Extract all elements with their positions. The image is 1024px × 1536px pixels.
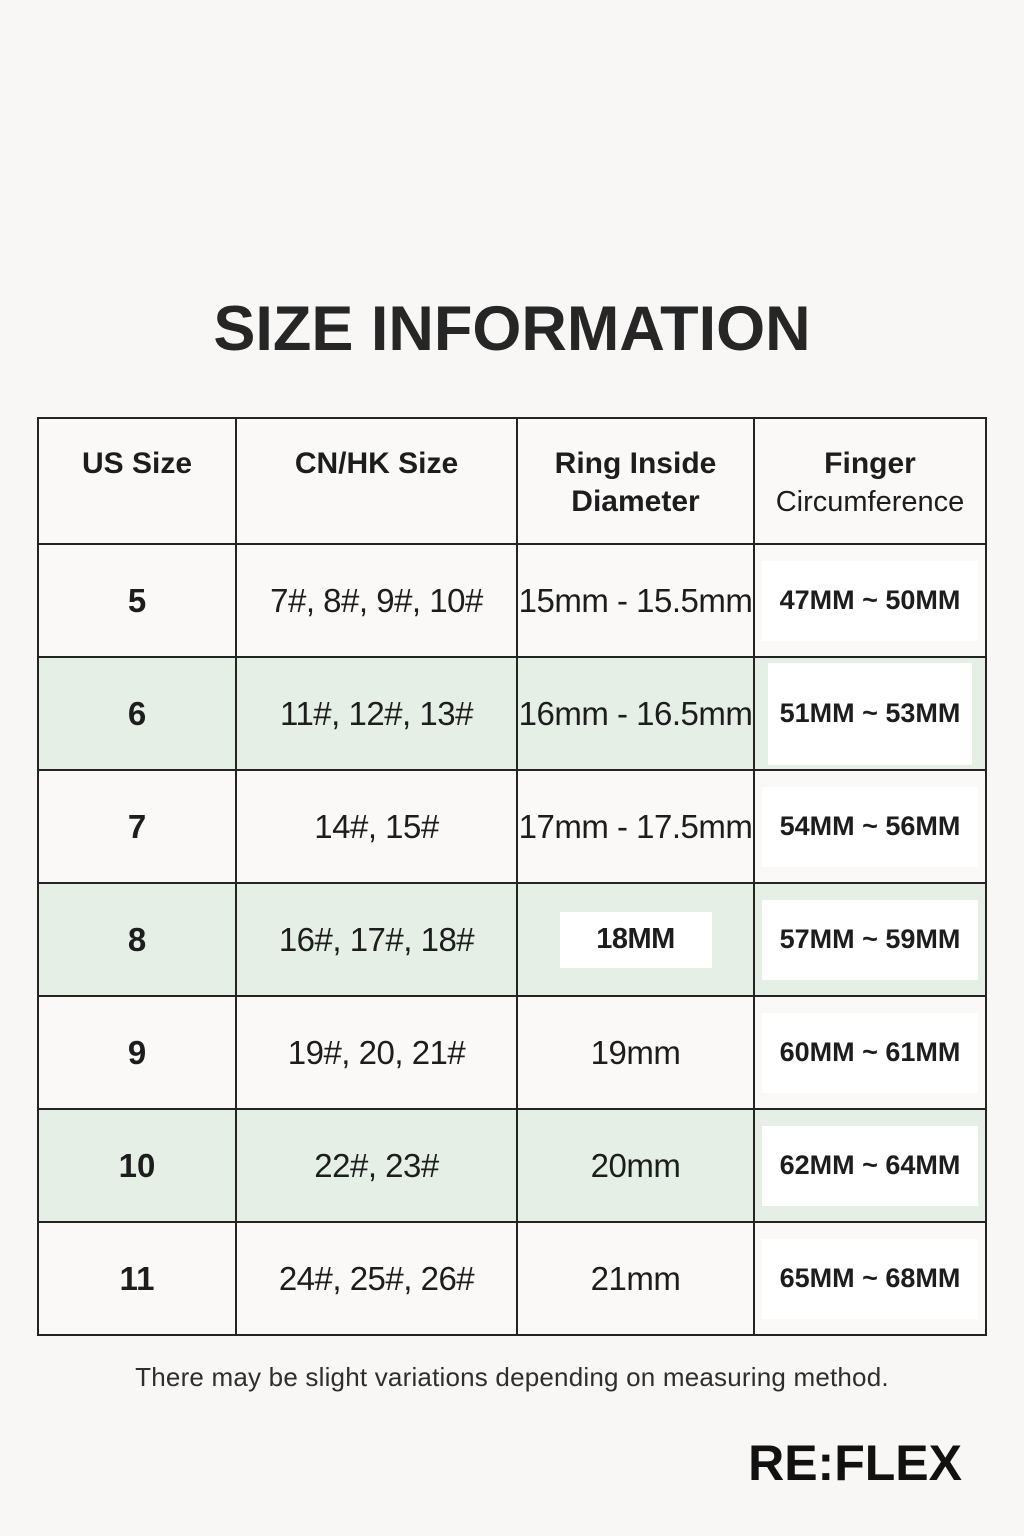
page-title: SIZE INFORMATION — [213, 294, 811, 364]
cell-finger-circumference — [754, 544, 986, 657]
cell-finger-circumference — [754, 770, 986, 883]
white-patch: 54MM ~ 56MM — [762, 787, 978, 867]
header-label-diameter: Diameter — [571, 485, 700, 518]
white-patch: 57MM ~ 59MM — [762, 900, 978, 980]
cell-us-size: 11 — [38, 1222, 236, 1335]
size-table — [37, 417, 987, 1336]
cell-cn-hk-size: 7#, 8#, 9#, 10# — [236, 544, 517, 657]
table-row — [38, 1222, 986, 1335]
footnote: There may be slight variations depending on measuring method. — [135, 1362, 889, 1392]
cell-ring-inside-diameter: 20mm — [517, 1109, 754, 1222]
cell-finger-circumference — [754, 657, 986, 770]
cell-ring-inside-diameter: 19mm — [517, 996, 754, 1109]
cell-finger-circumference — [754, 996, 986, 1109]
cell-ring-inside-diameter: 16mm - 16.5mm — [517, 657, 754, 770]
header-cell-us-size — [38, 418, 236, 544]
white-patch: 18MM — [560, 912, 712, 968]
table-row — [38, 544, 986, 657]
cell-us-size: 7 — [38, 770, 236, 883]
table-row — [38, 657, 986, 770]
cell-us-size: 10 — [38, 1109, 236, 1222]
header-label-finger: Finger — [824, 447, 916, 480]
header-row — [38, 418, 986, 544]
cell-cn-hk-size: 22#, 23# — [236, 1109, 517, 1222]
cell-cn-hk-size: 11#, 12#, 13# — [236, 657, 517, 770]
white-patch: 62MM ~ 64MM — [762, 1126, 978, 1206]
cell-cn-hk-size: 16#, 17#, 18# — [236, 883, 517, 996]
cell-us-size: 8 — [38, 883, 236, 996]
cell-ring-inside-diameter: 21mm — [517, 1222, 754, 1335]
table-row — [38, 996, 986, 1109]
header-label-circumference: Circumference — [775, 486, 965, 518]
header-label-cn-hk-size: CN/HK Size — [294, 447, 459, 480]
header-label-us-size: US Size — [81, 447, 193, 480]
cell-ring-inside-diameter — [517, 883, 754, 996]
cell-cn-hk-size: 19#, 20, 21# — [236, 996, 517, 1109]
header-label-ring-inside: Ring Inside — [554, 447, 717, 480]
table-row — [38, 883, 986, 996]
header-cell-ring-inside-diameter — [517, 418, 754, 544]
cell-ring-inside-diameter: 17mm - 17.5mm — [517, 770, 754, 883]
cell-us-size: 9 — [38, 996, 236, 1109]
header-cell-finger-circumference — [754, 418, 986, 544]
cell-finger-circumference — [754, 1109, 986, 1222]
white-patch: 51MM ~ 53MM — [768, 663, 972, 765]
cell-cn-hk-size: 14#, 15# — [236, 770, 517, 883]
white-patch: 60MM ~ 61MM — [762, 1013, 978, 1093]
cell-finger-circumference — [754, 1222, 986, 1335]
cell-finger-circumference — [754, 883, 986, 996]
white-patch: 47MM ~ 50MM — [762, 561, 978, 641]
table-row — [38, 770, 986, 883]
white-patch: 65MM ~ 68MM — [762, 1239, 978, 1319]
cell-ring-inside-diameter: 15mm - 15.5mm — [517, 544, 754, 657]
cell-us-size: 5 — [38, 544, 236, 657]
header-cell-cn-hk-size — [236, 418, 517, 544]
cell-us-size: 6 — [38, 657, 236, 770]
brand-logo: RE:FLEX — [748, 1435, 962, 1491]
cell-cn-hk-size: 24#, 25#, 26# — [236, 1222, 517, 1335]
table-row — [38, 1109, 986, 1222]
